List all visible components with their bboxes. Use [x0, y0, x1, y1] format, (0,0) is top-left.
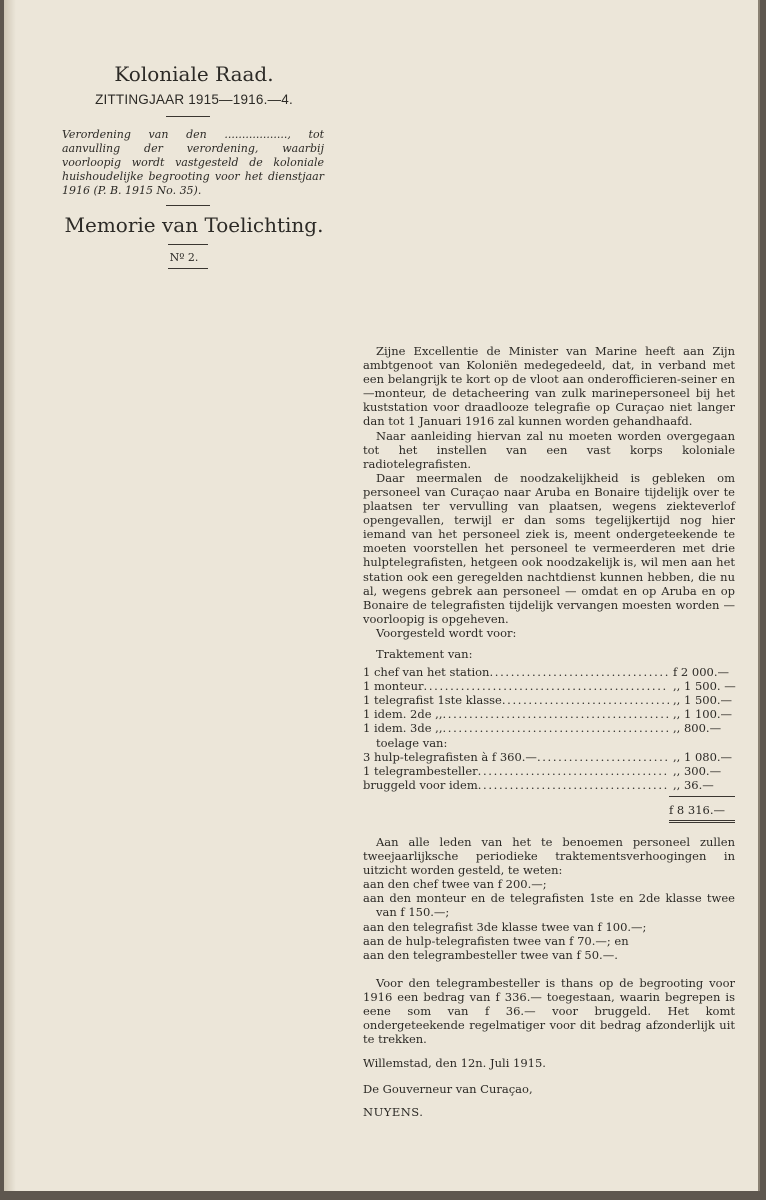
- salary-subheading: toelage van:: [376, 735, 448, 750]
- divider: [166, 205, 210, 206]
- signatory-title: De Gouverneur van Curaçao,: [363, 1082, 533, 1097]
- salary-line: 1 monteur . . . ,, 1 500. —: [363, 679, 735, 693]
- paragraph: Zijne Excellentie de Minister van Marine heeft aan Zijn ambtgenoot van Koloniën medegedeeld, dat, in verband met een belangrijk te kort op de vloot aan onderofficieren-seiner en —monteur, de detacheering van zulk marinepersoneel bij het kuststation voor draadlooze telegrafie op Curaçao niet langer dan tot 1 Januari 1916 zal kunnen worden gehandhaafd.: [363, 344, 735, 429]
- salary-line: 3 hulp-telegrafisten à f 360.— . . . ,, 1 080.—: [363, 750, 735, 764]
- salary-line: 1 telegrambesteller . . . ,, 300.—: [363, 764, 735, 778]
- document-page: [4, 0, 760, 1191]
- signatory-name: NUYENS.: [363, 1104, 424, 1119]
- place-date: Willemstad, den 12n. Juli 1915.: [363, 1056, 546, 1071]
- proposal-intro: Voorgesteld wordt voor:: [376, 625, 517, 640]
- council-title: Koloniale Raad.: [114, 62, 274, 86]
- salary-table: [363, 665, 735, 792]
- page-spine-shadow: [4, 0, 16, 1191]
- memorie-heading: Memorie van Toelichting.: [64, 213, 324, 237]
- salary-line: 1 chef van het station . . . f 2 000.—: [363, 665, 735, 679]
- divider: [168, 268, 208, 269]
- memorandum-body: [363, 344, 735, 1119]
- salary-total: f 8 316.—: [669, 796, 735, 823]
- paragraph: Aan alle leden van het te benoemen personeel zullen tweejaarlijksche periodieke traktementsverhoogingen in uitzicht worden gesteld, te weten:: [363, 835, 735, 878]
- divider: [166, 116, 210, 117]
- increment-line: aan den telegrambesteller twee van f 50.—.: [363, 947, 618, 962]
- increment-line: aan de hulp-telegrafisten twee van f 70.—; en: [363, 933, 629, 948]
- increment-line: aan den monteur en de telegrafisten 1ste en 2de klasse twee van f 150.—;: [363, 891, 735, 920]
- salary-line: 1 idem. 3de ,, . . . ,, 800.—: [363, 721, 735, 735]
- ordinance-description: Verordening van den .................., tot aanvulling der verordening, waarbij voorloopig wordt vastgesteld de koloniale huishoudelijke begrooting voor het dienstjaar 1916 (P. B. 1915 No. 35).: [62, 128, 324, 197]
- salary-line: 1 idem. 2de ,, . . . ,, 1 100.—: [363, 707, 735, 721]
- document-number: Nº 2.: [169, 251, 199, 264]
- salary-heading: Traktement van:: [376, 646, 473, 661]
- salary-line: 1 telegrafist 1ste klasse . . . ,, 1 500.—: [363, 693, 735, 707]
- increment-line: aan den chef twee van f 200.—;: [363, 877, 547, 892]
- paragraph: Voor den telegrambesteller is thans op de begrooting voor 1916 een bedrag van f 336.— toegestaan, waarin begrepen is eene som van f 36.— voor bruggeld. Het komt ondergeteekende regelmatiger voor dit bedrag afzonderlijk uit te trekken.: [363, 975, 735, 1047]
- paragraph: Daar meermalen de noodzakelijkheid is gebleken om personeel van Curaçao naar Aruba en Bonaire tijdelijk over te plaatsen ter vervulling van plaatsen, wegens ziekteverlof opengevallen, terwijl er dan soms tegelijkertijd nog hier iemand van het personeel ziek is, meent ondergeteekende te moeten voorstellen het personeel te vermeerderen met drie hulptelegrafisten, hetgeen ook noodzakelijk is, wil men aan het station ook een geregelden nachtdienst kunnen hebben, die nu al, wegens gebrek aan personeel — omdat en op Aruba en op Bonaire de telegrafisten tijdelijk vervangen moesten worden — voorloopig is opgeheven.: [363, 470, 735, 626]
- salary-total-row: [363, 796, 735, 823]
- paragraph: Naar aanleiding hiervan zal nu moeten worden overgegaan tot het instellen van een vast korps koloniale radiotelegrafisten.: [363, 428, 735, 471]
- divider: [168, 244, 208, 245]
- salary-line: bruggeld voor idem . . . ,, 36.—: [363, 778, 735, 792]
- increment-line: aan den telegrafist 3de klasse twee van f 100.—;: [363, 919, 647, 934]
- session-year: ZITTINGJAAR 1915—1916.—4.: [95, 92, 293, 107]
